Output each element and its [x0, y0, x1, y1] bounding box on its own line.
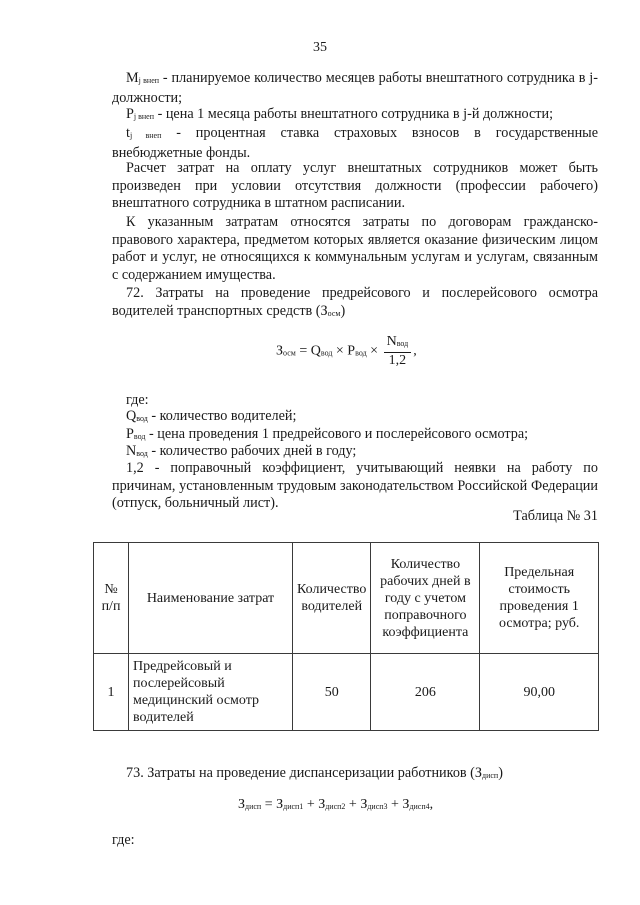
formula-73-plus2: + З	[345, 797, 368, 812]
formula-72-num-sub: вод	[396, 339, 409, 348]
var-m-subscript: j внеп	[138, 76, 160, 85]
table-caption: Таблица № 31	[513, 508, 598, 524]
formula-73-sub4: дисп4	[409, 802, 430, 811]
header-number: № п/п	[94, 543, 129, 654]
item-73-text: 73. Затраты на проведение диспансеризации работников (З	[126, 765, 482, 781]
cell-drivers: 50	[293, 654, 371, 731]
var-n-text: - количество рабочих дней в году;	[147, 443, 357, 459]
formula-73-end: ,	[429, 797, 434, 812]
formula-72-p-sub: вод	[355, 348, 367, 358]
cell-price: 90,00	[480, 654, 599, 731]
var-n-subscript: вод	[136, 449, 148, 458]
item-72-heading	[112, 285, 598, 322]
var-t-definition	[112, 125, 598, 162]
where-label: где:	[126, 392, 149, 408]
where-label-2: где:	[112, 832, 135, 848]
formula-73-plus1: + З	[303, 797, 326, 812]
item-73-subscript: дисп	[482, 771, 499, 780]
formula-73-plus3: + З	[387, 797, 410, 812]
var-pvod-text: - цена проведения 1 предрейсового и послерейсового осмотра;	[145, 426, 529, 442]
var-p-symbol: P	[126, 106, 134, 122]
var-pvod-subscript: вод	[133, 432, 146, 441]
header-days: Количество рабочих дней в году с учетом поправочного коэффициента	[371, 543, 480, 654]
var-m-text: - планируемое количество месяцев работы внештатного сотрудника в j-должности;	[112, 70, 598, 106]
var-pvod-symbol: P	[126, 426, 134, 442]
formula-72-times2: ×	[366, 343, 382, 359]
header-name: Наименование затрат	[129, 543, 293, 654]
item-73-heading	[112, 765, 598, 785]
formula-73-sub1: дисп1	[283, 802, 304, 811]
var-n-symbol: N	[126, 443, 137, 459]
formula-72-end: ,	[413, 343, 417, 359]
paragraph-contract-costs: К указанным затратам относятся затраты по договорам гражданско-правового характера, предметом которых является оказание физическим лицом работ и услуг, не относящихся к коммунальным услугам и услугам, связанным с содержанием имущества.	[112, 214, 598, 283]
formula-72-denominator: 1,2	[388, 353, 407, 368]
cell-name: Предрейсовый и послерейсовый медицинский осмотр водителей	[129, 654, 293, 731]
var-t-subscript: j внеп	[129, 131, 162, 140]
item-72-subscript: осм	[327, 308, 341, 318]
coefficient-definition: 1,2 - поправочный коэффициент, учитывающий неявки на работу по причинам, установленным трудовым законодательством Российской Федерации (отпуск, больничный лист).	[112, 460, 598, 512]
formula-72	[276, 334, 417, 369]
formula-73-sub3: дисп3	[367, 802, 388, 811]
formula-73-lhs-sub: дисп	[245, 802, 262, 811]
var-q-text: - количество водителей;	[147, 408, 297, 424]
page-number: 35	[313, 40, 327, 55]
item-72-close: )	[340, 302, 346, 319]
item-73-close: )	[498, 765, 503, 781]
formula-72-numerator	[384, 334, 412, 353]
header-drivers: Количество водителей	[293, 543, 371, 654]
var-t-symbol: t	[126, 125, 130, 141]
var-q-definition	[112, 408, 598, 428]
cell-number: 1	[94, 654, 129, 731]
formula-72-fraction	[384, 334, 412, 369]
formula-73-sub2: дисп2	[325, 802, 346, 811]
formula-73	[238, 796, 433, 816]
formula-72-lhs: З	[276, 343, 284, 359]
var-m-definition	[112, 70, 598, 107]
var-p-subscript: j внеп	[133, 112, 155, 121]
cell-days: 206	[371, 654, 480, 731]
header-price: Предельная стоимость проведения 1 осмотра; руб.	[480, 543, 599, 654]
var-q-symbol: Q	[126, 408, 137, 424]
var-t-text: - процентная ставка страховых взносов в государственные внебюджетные фонды.	[112, 125, 598, 161]
formula-72-times1: × P	[332, 343, 356, 359]
table-header-row	[94, 543, 599, 654]
formula-73-eq: = З	[261, 797, 284, 812]
item-72-text: 72. Затраты на проведение предрейсового и послерейсового осмотра водителей транспортных средств (З	[112, 285, 598, 319]
formula-73-lhs: З	[238, 797, 246, 812]
var-p-definition	[112, 106, 598, 126]
formula-72-eq: = Q	[295, 343, 321, 359]
cost-table	[93, 542, 599, 731]
var-p-text: - цена 1 месяца работы внештатного сотрудника в j-й должности;	[154, 106, 554, 122]
var-q-subscript: вод	[136, 414, 148, 423]
table-row	[94, 654, 599, 731]
formula-72-num-symbol: N	[386, 334, 397, 349]
paragraph-calc-condition: Расчет затрат на оплату услуг внештатных сотрудников может быть произведен при условии отсутствия должности (профессии рабочего) внештатного сотрудника в штатном расписании.	[112, 160, 598, 212]
formula-72-lhs-sub: осм	[283, 348, 296, 358]
var-m-symbol: M	[126, 70, 139, 86]
formula-72-q-sub: вод	[320, 348, 333, 358]
